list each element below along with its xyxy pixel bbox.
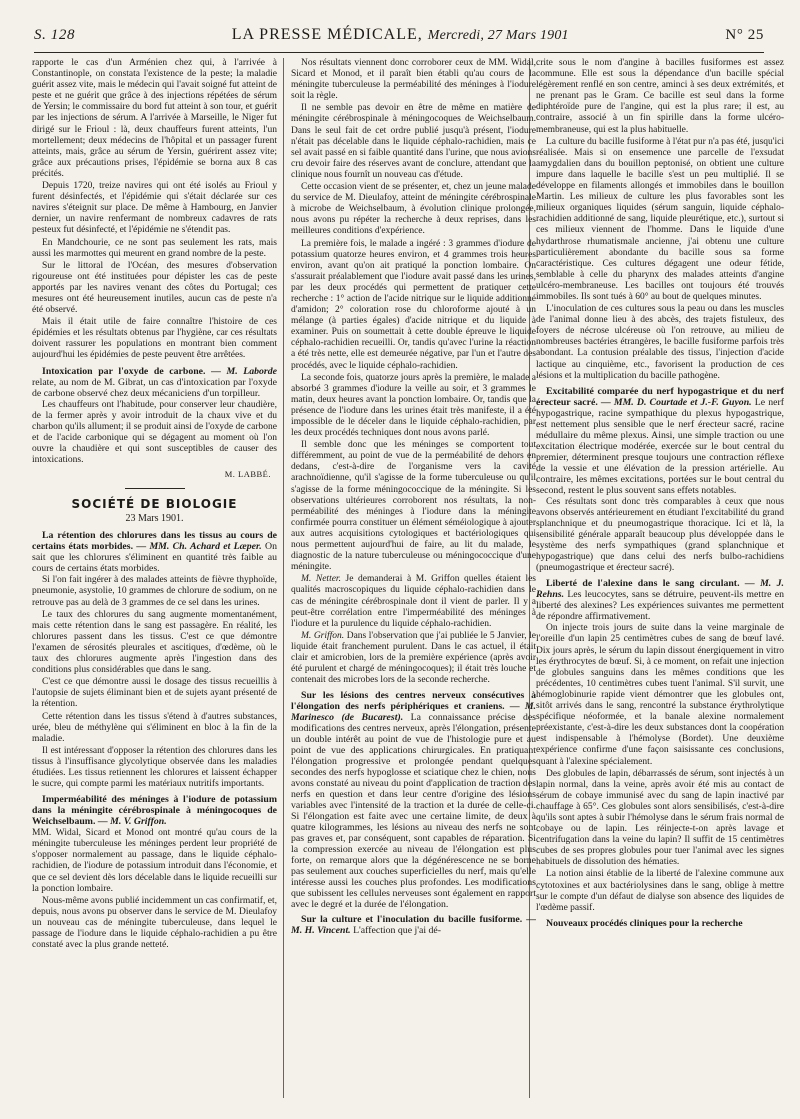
issue-number: N° 25 — [725, 27, 764, 43]
paragraph: MM. Widal, Sicard et Monod ont montré qu'au cours de la méningite tuberculeuse les méninges perdent leur propriété de s'opposer normalement au passage, dans le liquide céphalo-rachidien, de l'iodure de potassium introduit dans l'économie, et que ce sel devient dès lors décelable dans le liquide recueilli sur la ponction lombaire. — [32, 828, 277, 894]
paragraph: Il est intéressant d'opposer la rétention des chlorures dans les tissus à l'insuffisance glycolytique observée dans les maladies étudiées. Les tissus retiennent les chlorures et laissent échapper le sucre, qui compte parmi les matériaux nutritifs importants. — [32, 745, 277, 790]
column-left — [32, 58, 277, 1108]
paragraph: Cette rétention dans les tissus s'étend à d'autres substances, urée, bleu de méthylène qui s'éliminent en bloc à la fin de la maladie. — [32, 711, 277, 744]
section-heading: Nouveaux procédés cliniques pour la recherche — [546, 917, 743, 929]
paragraph: Nous-même avons publié incidemment un cas confirmatif, et, depuis, nous avons pu observer dans le service de M. Dieulafoy un nouveau cas de méningite tuberculeuse, dans lequel le passage de l'iodure dans le liquide céphalo-rachidien a pu être constaté avec la plus grande netteté. — [32, 895, 277, 951]
paragraph: Cette occasion vient de se présenter, et, chez un jeune malade du service de M. Dieulafoy, atteint de méningite cérébrospinale à microbe de Weichselbaum, à évolution clinique prolongée, nous avons pu répéter la recherche à deux reprises, dans les meilleures conditions d'expérience. — [291, 182, 536, 237]
section-heading: Liberté de l'alexine dans le sang circulant. — M. J. Rehns. Les leucocytes, sans se détruire, peuvent-ils mettre en liberté des alexines? Les expériences suivantes me permettent de répondre affirmativement. — [536, 578, 784, 623]
author: — M. V. Griffon. — [97, 816, 167, 828]
paragraph: C'est ce que démontre aussi le dosage des tissus recueillis à l'autopsie de sujets éliminant bien et de sujets ayant présenté de la rétention. — [32, 677, 277, 710]
author: — MM. Ch. Achard et Læper. — [136, 541, 262, 553]
paragraph: Si l'on fait ingérer à des malades atteints de fièvre thyphoïde, pneumonie, asystolie, 10 grammes de chlorure de sodium, on ne retrouve pas au delà de 3 grammes de ce sel dans les urines. — [32, 575, 277, 608]
paragraph: Depuis 1720, treize navires qui ont été isolés au Frioul y furent désinfectés, et l'épidémie qui s'était déclarée sur ces navires s'éteignit sur place. De même à Hambourg, en Janvier dernier, un navire renfermant de nombreux cadavres de rats pesteux fut désinfecté, et l'épidémie ne s'étendit pas. — [32, 181, 277, 236]
paragraph: La culture du bacille fusiforme à l'état pur n'a pas été, jusqu'ici réalisée. Mais si on ensemence une parcelle de l'exsudat amygdalien dans du bouillon peptonisé, on obtient une culture impure dans laquelle le bacille s'est un peu multiplié. Il se développe en filaments allongés et immobiles dans le bouillon Martin. Les milieux de culture les plus favorables sont les milieux organiques liquides (sérum sanguin, liquide céphalo-rachidien additionné de sang, liquide pleurétique, etc.), surtout si ces milieux viennent de l'homme. Dans le liquide d'une hydarthrose rhumatismale ancienne, j'ai obtenu une culture particulièrement abondante du bacille sous sa forme caractéristique. Ces cultures dégagent une odeur fétide, semblable à celle du pharynx des malades atteints d'angine ulcéro-membraneuse. Les bacilles ont toujours été trouvés immobiles. Ils sont tués à 60° au bout de quelques minutes. — [536, 136, 784, 302]
section-heading: Imperméabilité des méninges à l'iodure de potassium dans la méningite cérébrospinale à méningocoques de Weichselbaum. — M. V. Griffon. — [32, 794, 277, 828]
paragraph: On injecte trois jours de suite dans la veine marginale de l'oreille d'un lapin 25 centimètres cubes de sang de bœuf lavé. Dix jours après, le sérum du lapin dissout énergiquement in vitro les érythrocytes de bœuf. Si, à ce moment, on refait une injection de globules sanguins dans les mêmes conditions que les précédentes, 10 centimètres cubes tuent l'animal. S'il survit, une hémoglobinurie rapide vient démontrer que les globules ont, sitôt arrivés dans le sang, rencontré la substance érythrolytique spécifique néoformée, et la banale alexine normalement préexistante, c'est-à-dire les deux substances dont la coopération est indispensable à l'hémolyse (Bordet). Une deuxième expérience confirme d'une façon saisissante ces conclusions, quant à l'alexine spécialement. — [536, 623, 784, 767]
paragraph: Nos résultats viennent donc corroborer ceux de MM. Widal, Sicard et Monod, et il paraît bien établi qu'au cours de la méningite tuberculeuse la perméabilité des méninges à l'iodure soit la règle. — [291, 58, 536, 102]
paragraph: Les chauffeurs ont l'habitude, pour conserver leur chaudière, de la fermer après y avoir introduit de la chaux vive et du charbon qu'ils allument; il se produit ainsi de l'oxyde de carbone et de l'acide carbonique qui se dégagent au moment où l'on ouvre la chaudière et qui sont susceptibles de causer des intoxications. — [32, 399, 277, 465]
paragraph: La notion ainsi établie de la liberté de l'alexine commune aux cytotoxines et aux bactériolysines dans le sang, oblige à mettre sur le compte d'un défaut de dialyse son absence des liquides de l'œdème passif. — [536, 869, 784, 913]
author: — M. J. Rehns. — [536, 578, 784, 601]
paragraph: Des globules de lapin, débarrassés de sérum, sont injectés à un lapin normal, dans la veine, après avoir été mis au contact de sérum de cobaye immunisé avec du sang de lapin inactivé par chauffage à 65°. Ces globules sont alors sensibilisés, c'est-à-dire qu'ils sont aptes à subir l'hémolyse dans le sérum frais normal de cobaye ou de lapin. Les réinjecte-t-on après lavage et centrifugation dans la veine du lapin? Il suffit de 15 centimètres cubes de ses propres globules pour tuer l'animal avec les signes habituels de dissolution des hématies. — [536, 768, 784, 868]
section-heading: Excitabilité comparée du nerf hypogastrique et du nerf érecteur sacré. — MM. D. Courtade et J.-F. Guyon. Le nerf hypogastrique, racine sympathique du plexus hypogastrique, est nettement plus sensible que le nerf érecteur sacré, racine médullaire du même plexus. Ainsi, une simple traction ou une excitation électrique modérée, exercée sur le bout central du premier, déterminent presque toujours une contraction réflexe de la vessie et une élévation de la pression artérielle. Au contraire, les mêmes excitations, portées sur le bout central du second, restent le plus souvent sans effets notables. — [536, 385, 784, 496]
paragraph: M. Griffon. Dans l'observation que j'ai publiée le 5 Janvier, le liquide était franchement purulent. Dans le cas actuel, il était clair et amicrobien, lors de la première expérience (après avoir été purulent et chargé de méningocoques); il était très louche et contenait des microbes lors de la seconde recherche. — [291, 630, 536, 686]
paragraph: crite sous le nom d'angine à bacilles fusiformes est assez commune. Elle est sous la dépendance d'un bacille spécial légèrement renflé en son centre, aminci à ses deux extrémités, et ne prenant pas le Gram. Ce bacille est seul dans la forme diphtéroïde pure de l'angine, qui est la plus rare; il est, au contraire, associé à un fin spirille dans la forme ulcéro-membraneuse, qui est la plus habituelle. — [536, 58, 784, 135]
section-heading: Sur les lésions des centres nerveux consécutives à l'élongation des nerfs périphériques et craniens. — M. Marinesco (de Bucarest). La connaissance précise des modifications des centres nerveux, après l'élongation, présente un double intérêt au point de vue de l'histologie pure et au point de vue des applications chirurgicales. En pratiquant l'élongation progressive et prolongée pendant quelques secondes des nerfs hypoglosse et sciatique chez le chien, nous avons constaté au niveau du point d'application de traction des nerfs en question et dans leur centre d'origine des lésions variables avec l'intensité de la traction et la durée de celle-ci. Si l'élongation est faite avec une certaine limite, de deux à quatre kilogrammes, les lésions au niveau des nerfs ne sont pas graves et, par conséquent, sont capables de réparation. Si la compression exercée au niveau de l'élongation est plus forte, on remarque alors que la dégénérescence ne se borne pas seulement aux couches superficielles du nerf, mais qu'elle intéresse aussi les couches plus profondes. Les modifications que subissent les cellules nerveuses sont également en rapport avec le degré et la durée de l'élongation. — [291, 690, 536, 911]
paragraph: La seconde fois, quatorze jours après la première, le malade a absorbé 3 grammes d'iodure la veille au soir, et 3 grammes le matin, deux heures avant la ponction lombaire. Or, tandis que la présence de l'iodure dans les urines était très manifeste, il a été impossible de le déceler dans le liquide céphalo-rachidien, par les deux procédés techniques dont nous avons parlé. — [291, 372, 536, 439]
paragraph: Ces résultats sont donc très comparables à ceux que nous avons observés antérieurement en étudiant l'excitabilité du grand splanchnique et du pneumogastrique thoracique. Ici et là, la sensibilité générale apparaît beaucoup plus développée dans le système des nerfs sympathiques (grand splanchnique et hypogastrique) que dans celui des nerfs bulbo-rachidiens (pneumogastrique et érecteur sacré). — [536, 496, 784, 574]
speaker: M. Griffon. — [301, 630, 345, 641]
section-heading: Intoxication par l'oxyde de carbone. — M. Laborde relate, au nom de M. Gibrat, un cas d'intoxication par l'oxyde de carbone observé chez deux mécaniciens d'un torpilleur. — [32, 365, 277, 399]
page-number: S. 128 — [34, 27, 76, 43]
column-right — [536, 58, 784, 1108]
paragraph: La première fois, le malade a ingéré : 3 grammes d'iodure de potassium quatorze heures environ, et 4 grammes trois heures environ, avant qu'on ait pratiqué la ponction lombaire. On s'assurait préalablement que l'iodure avait passé dans les urines, par les deux procédés qui permettent de pratiquer cette recherche : 1° action de l'acide nitrique sur le liquide additionné d'amidon; 2° coloration rose du chloroforme ajouté à un mélange (à parties égales) d'acide nitrique et du liquide à examiner. Puis on soumettait à cette double épreuve le liquide céphalo-rachidien recueilli. Or, tandis qu'avec l'urine la réaction a été très nette, elle est demeurée négative, par l'un et l'autre des procédés, avec le liquide céphalo-rachidien. — [291, 238, 536, 371]
paragraph: Sur le littoral de l'Océan, des mesures d'observation rigoureuse ont été instituées pour dépister les cas de peste apportés par les navires venant des côtes du Portugal; ces mesures ont été heureusement inutiles, aucun cas de peste n'a été observé. — [32, 260, 277, 316]
section-heading: Sur la culture et l'inoculation du bacille fusiforme. — M. H. Vincent. L'affection que j'ai dé- — [291, 914, 536, 937]
signature: M. LABBÉ. — [224, 469, 271, 480]
journal-title: LA PRESSE MÉDICALE, Mercredi, 27 Mars 1901 — [231, 26, 569, 43]
paragraph: Mais il était utile de faire connaître l'histoire de ces épidémies et les résultats obtenus par l'hygiène, car ces résultats doivent rassurer les populations en montrant bien comment aujourd'hui les épidémies de peste peuvent être arrêtées. — [32, 317, 277, 361]
section-heading: La rétention des chlorures dans les tissus au cours de certains états morbides. — MM. Ch. Achard et Læper. On sait que les chlorures s'éliminent en quantité très faible au cours de certains états morbides. — [32, 530, 277, 575]
column-middle — [291, 58, 536, 1108]
paragraph: Le taux des chlorures du sang augmente momentanément, mais cette rétention dans le sang est passagère. En réalité, les chlorures passent dans les tissus. C'est ce que démontre l'examen de sérosités pleurales et ascitiques, d'œdème, où le taux des chlorures augmente après l'ingestion dans des conditions plus considérables que dans le sang. — [32, 609, 277, 676]
speaker: M. Netter. — [301, 574, 341, 585]
session-date: 23 Mars 1901. — [125, 513, 184, 525]
paragraph: M. Netter. Je demanderai à M. Griffon quelles étaient les qualités macroscopiques du liquide céphalo-rachidien dans le cas de méningite cérébrospinale dont il vient de parler. Il y a peut-être corrélation entre l'imperméabilité des méninges à l'iodure et la purulence du liquide céphalo-rachidien. — [291, 574, 536, 629]
paragraph: En Mandchourie, ce ne sont pas seulement les rats, mais aussi les marmottes qui meurent en grand nombre de la peste. — [32, 237, 277, 259]
author: — MM. D. Courtade et J.-F. Guyon. — [600, 396, 752, 408]
author: — M. H. Vincent. — [291, 914, 536, 937]
issue-date: Mercredi, 27 Mars 1901 — [427, 28, 569, 43]
author: — M. Laborde — [211, 365, 277, 377]
paragraph: Il ne semble pas devoir en être de même en matière de méningite cérébrospinale à méningocoques de Weichselbaum. Dans le seul fait de cet ordre publié jusqu'à présent, l'iodure n'était pas décelable dans le liquide céphalo-rachidien, mais ce sel avait passé en si faible quantité dans l'urine, que nous avions cru devoir faire des réserves avant de conclure, attendant que la clinique nous fournît un nouveau cas d'étude. — [291, 103, 536, 180]
running-header — [34, 26, 764, 53]
paragraph: Il semble donc que les méninges se comportent tout différemment, au point de vue de la perméabilité de dehors en dedans, c'est-à-dire de l'organisme vers la cavité arachnoïdienne, qu'il s'agisse de la forme tuberculeuse ou qu'il s'agisse de la forme méningococcique de la méningite. Si les observations ultérieures corroborent nos résultats, la non-perméabilité des méninges à l'iodure dans la méningite confirmée pourra constituer un élément séméiologique à ajouter aux autres acquisitions cytologiques et bactériologiques qui nous permettent aujourd'hui de faire, au lit du malade, le diagnostic de la nature tuberculeuse ou méningococcique d'une méningite. — [291, 440, 536, 573]
paragraph: rapporte le cas d'un Arménien chez qui, à l'arrivée à Constantinople, on constata l'existence de la peste; la maladie guérit assez vite, mais le médecin qui l'avait soigné fut atteint de peste et ne guérit que grâce à des injections répétées de sérum de Yersin; le commissaire du bord fut atteint à son tour, et guérit par les injections de sérum. A l'arrivée à Marseille, le Niger fut dirigé sur le Frioul : là, deux chauffeurs furent atteints, l'un mortellement; deux médecins de l'hôpital et un passager furent atteints, mais, grâce au sérum de Yersin, guérirent assez vite; grâce aux précautions prises, l'épidémie se borna aux 8 cas précités. — [32, 58, 277, 179]
paragraph: L'inoculation de ces cultures sous la peau ou dans les muscles de l'animal donne lieu à des abcès, des trajets fistuleux, des foyers de nécrose ulcéreuse où l'on retrouve, au milieu de nombreuses bactéries étrangères, le bacille fusiforme parfois très abondant. La contusion préalable des tissus, l'injection d'acide lactique au cinquième, etc., favorisent la production de ces lésions et la multiplication du bacille pathogène. — [536, 304, 784, 381]
author: — M. Marinesco (de Bucarest). — [291, 701, 536, 724]
column-rule — [283, 58, 284, 1098]
society-title: SOCIÉTÉ DE BIOLOGIE — [71, 497, 238, 512]
divider — [125, 488, 185, 489]
